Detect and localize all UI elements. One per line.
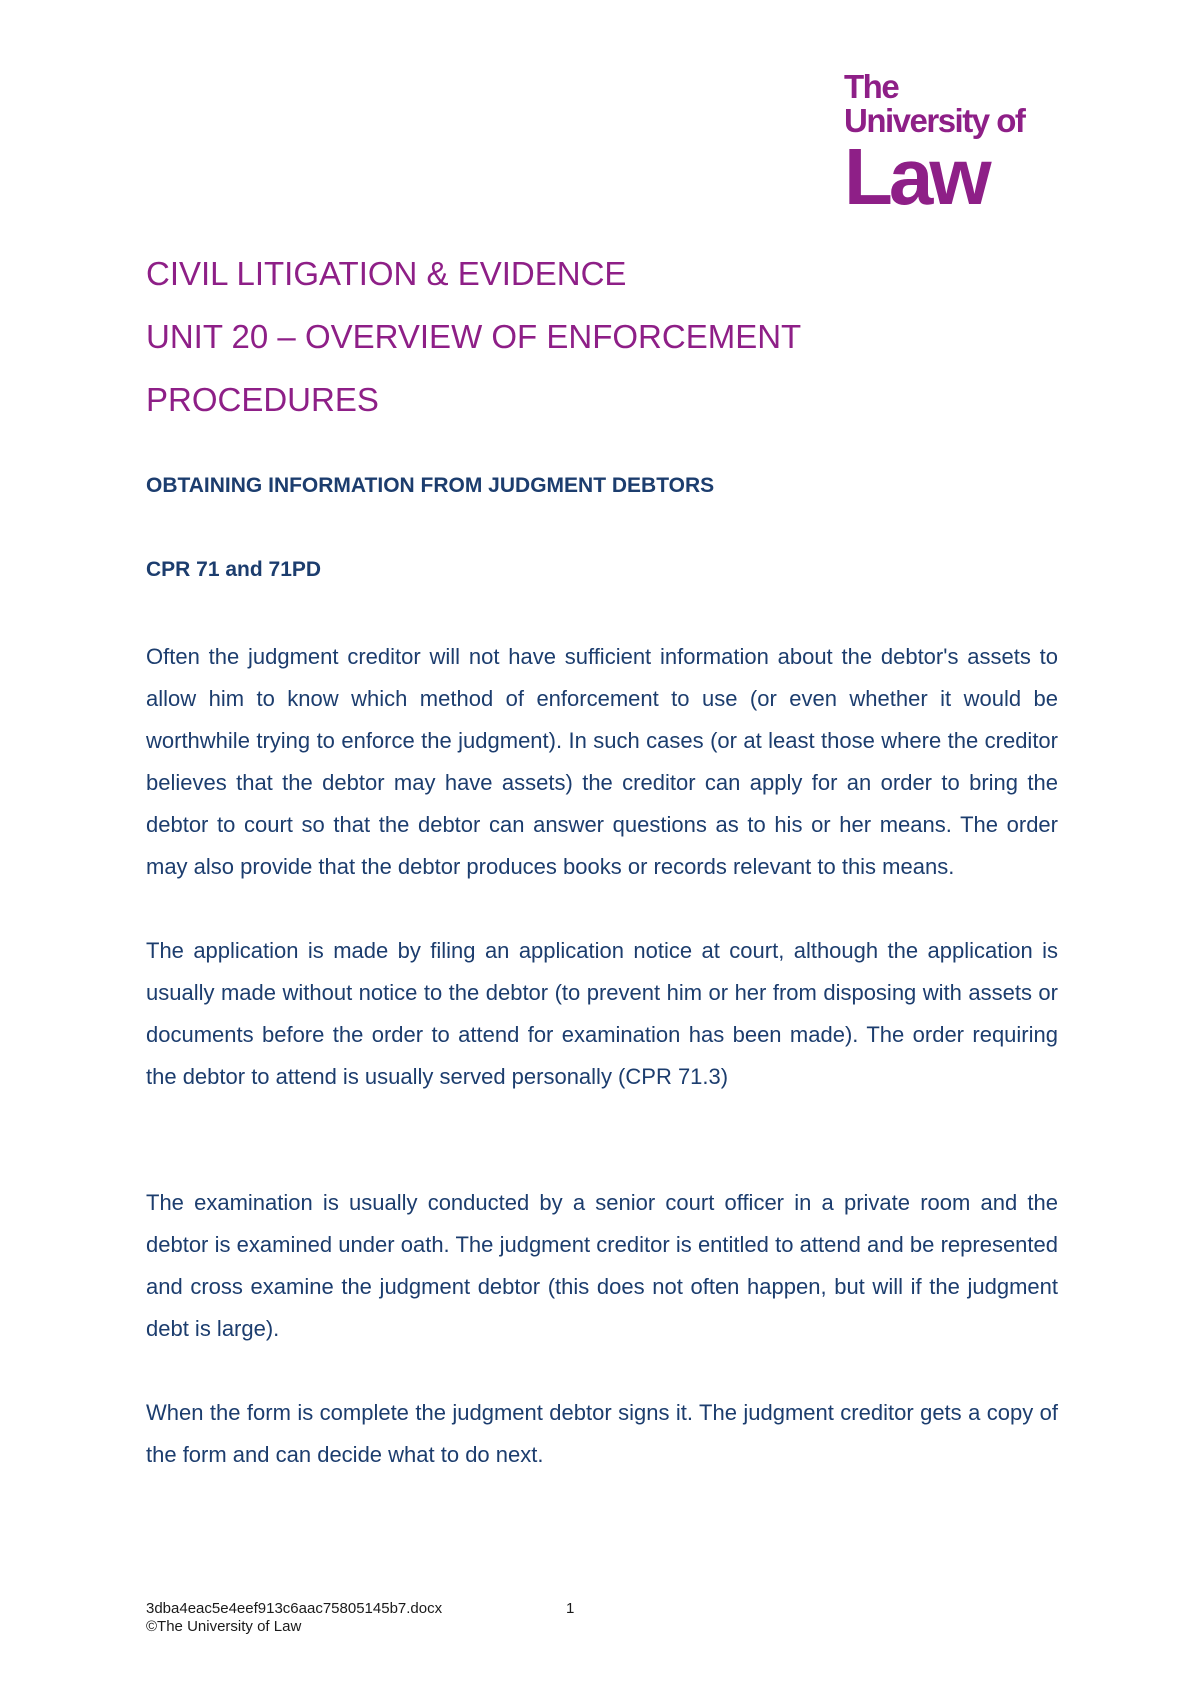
footer-copyright: ©The University of Law xyxy=(146,1618,302,1635)
logo-text-university: University of xyxy=(844,102,1025,139)
document-title xyxy=(146,242,1066,431)
footer xyxy=(146,1600,442,1636)
section-heading-cpr: CPR 71 and 71PD xyxy=(146,558,322,581)
paragraph-examination: The examination is usually conducted by a senior court officer in a private room and the debtor is examined under oath. The judgment creditor is entitled to attend and be represented and cross examine the judgment debtor (this does not often happen, but will if the judgment debt is large). xyxy=(146,1190,1058,1341)
paragraph-application: The application is made by filing an application notice at court, although the application is usually made without notice to the debtor (to prevent him or her from disposing with assets or documents before the order to attend for examination has been made). The order requiring the debtor to attend is usually served personally (CPR 71.3) xyxy=(146,938,1058,1089)
unit-title-line1: UNIT 20 – OVERVIEW OF ENFORCEMENT xyxy=(146,318,802,355)
page-number: 1 xyxy=(566,1600,575,1617)
paragraph-insufficient-information: Often the judgment creditor will not have sufficient information about the debtor's assets to allow him to know which method of enforcement to use (or even whether it would be worthwhile trying to enforce the judgment). In such cases (or at least those where the creditor believes that the debtor may have assets) the creditor can apply for an order to bring the debtor to court so that the debtor can answer questions as to his or her means. The order may also provide that the debtor produces books or records relevant to this means. xyxy=(146,644,1058,879)
paragraph-form-complete: When the form is complete the judgment debtor signs it. The judgment creditor gets a copy of the form and can decide what to do next. xyxy=(146,1400,1058,1467)
logo-text-law: Law xyxy=(844,132,988,221)
section-heading-obtaining-information: OBTAINING INFORMATION FROM JUDGMENT DEBTORS xyxy=(146,474,715,497)
course-title: CIVIL LITIGATION & EVIDENCE xyxy=(146,255,627,292)
logo-text-the: The xyxy=(844,68,899,105)
university-logo xyxy=(844,68,1034,221)
footer-filename: 3dba4eac5e4eef913c6aac75805145b7.docx xyxy=(146,1600,443,1617)
unit-title-line2: PROCEDURES xyxy=(146,381,379,418)
